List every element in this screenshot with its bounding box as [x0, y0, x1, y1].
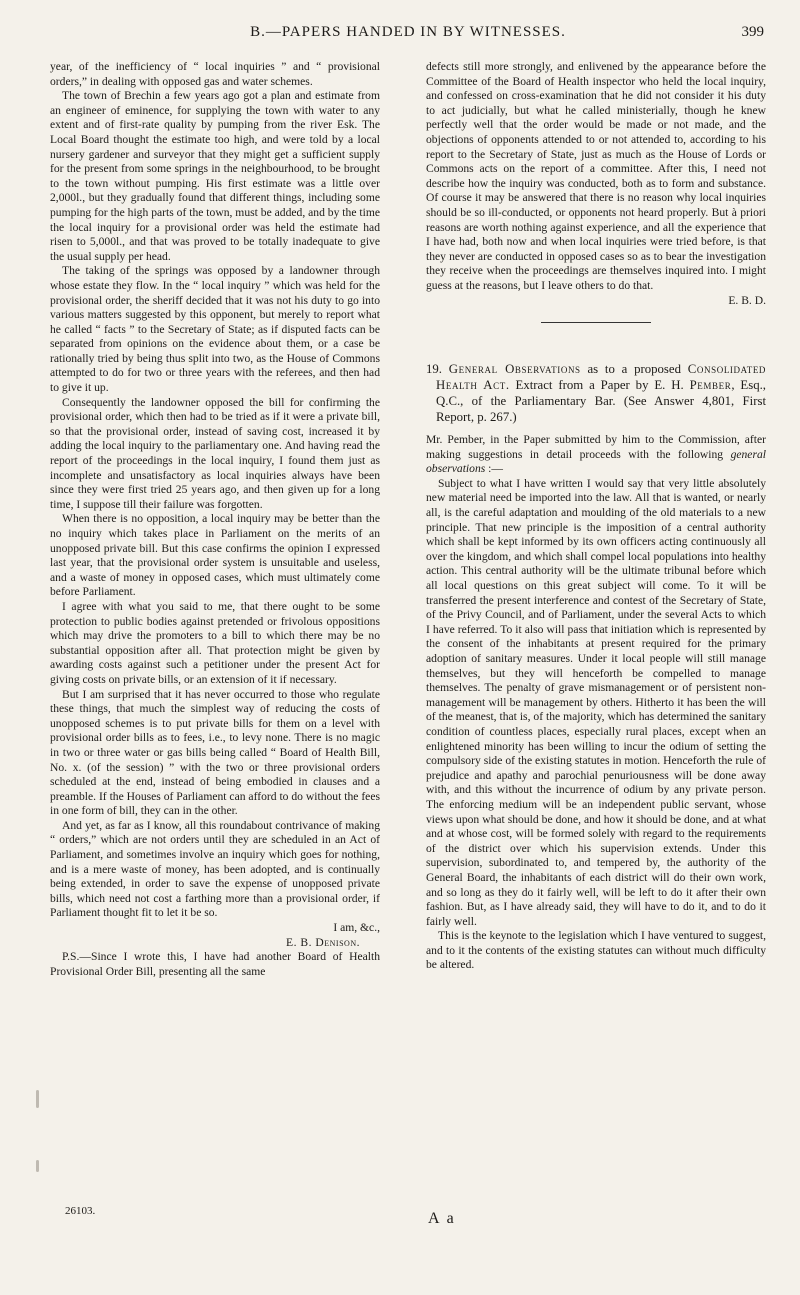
section-title-mid: as to a proposed — [587, 362, 681, 377]
paragraph: Consequently the landowner opposed the bill for confirming the provisional order, which then had to be tried as if it were a private bill, so that the provisional order, instead of saving cost, increased it by adding the local inquiry to the parliamentary one. And having read the report of the proceedings in the local inquiry, I found them just as incomplete and unsatisfactory as local inquiries always have been since they were first tried 25 years ago, and then given up for a long time, I suppose till their failure was forgotten. — [50, 395, 380, 511]
postscript: P.S.—Since I wrote this, I have had another Board of Health Provisional Order Bill, presenting all the same — [50, 950, 380, 978]
page-number: 399 — [741, 24, 764, 40]
right-column — [426, 60, 766, 973]
section-author: Pember — [689, 378, 732, 393]
paragraph: defects still more strongly, and enlivened by the appearance before the Committee of the Board of Health inspector who held the local inquiry, and confessed on cross-examination that he did not consider it his duty to act judicially, but what he called ministerially, though he knew perfectly well that the order would be made or not made, and the objections of opponents attended to or not attended to, according to his report to the Secretary of State, just as much as the House of Lords or Commons acts on the report of a committee. After this, I need not describe how the inquiry was conducted, both as to form and substance. Of course it may be answered that there is no reason why local inquiries should be so ill-conducted, or opponents not heard properly. But à priori reasons are worth nothing against experience, and all the experience that I have had, both now and when local inquiries were tried before, is that they never are conducted in opposed cases so as to bear the investigation they receive when the proceedings are themselves inquired into. I might guess at the reasons, but I leave others to do that. — [426, 60, 766, 292]
page-blemish — [36, 1160, 39, 1172]
section-title-rest: Extract from a Paper by E. H. — [515, 378, 684, 393]
paragraph: The taking of the springs was opposed by a landowner through whose estate they flow. In the “ local inquiry ” which was held for the provisional order, the sheriff decided that it was not his duty to go into various matters suggested by this opponent, but merely to report what he called “ facts ” to the Secretary of State; as if disputed facts can be separated from opinions on the evidence about them, or a case be rationally tried by being thus split into two, as the House of Commons attempted to do for two or three years with the referees, and then had to give it up. — [50, 264, 380, 395]
section-see-ref: (See Answer 4,801, First Report, p. 267.) — [436, 394, 767, 425]
section-number: 19. — [426, 362, 442, 377]
section-heading — [426, 361, 766, 425]
paragraph: I agree with what you said to me, that there ought to be some protection to public bodies against pretended or frivolous oppositions which may drive the promoters to a bill to which there may be no substantial opposition after all. That protection might be given by awarding costs against such a petitioner under the present Act for giving costs on private bills, or an extension of it if necessary. — [50, 599, 380, 686]
lead-text: Mr. Pember, in the Paper submitted by him to the Commission, after making suggestions in detail proceeds with the following — [426, 433, 766, 461]
signature: E. B. Denison. — [285, 935, 360, 949]
section-divider — [541, 322, 651, 323]
page-header — [50, 24, 766, 48]
section-title-start: General Observations — [448, 362, 581, 377]
paragraph: The town of Brechin a few years ago got a plan and estimate from an engineer of eminence, for supplying the town with water to any extent and of first-rate quality by pumping from the river Esk. The Local Board thought the estimate too high, and were told by a local nursery gardener and surveyor that they might get a sufficient supply for the present from some springs in the neighbourhood, to be brought to the town without pumping. His first estimate was a little over 2,000l., but they gradually found that different things, including some pumping for the high parts of the town, must be added, and by the time the local inquiry for a provisional order was held the estimate had risen to 5,000l., and that was proved to be totally inadequate to give the usual supply per head. — [50, 89, 380, 263]
left-column — [50, 60, 380, 979]
initials: E. B. D. — [728, 293, 766, 307]
running-head: B.—PAPERS HANDED IN BY WITNESSES. — [250, 24, 566, 40]
paragraph: This is the keynote to the legislation which I have ventured to suggest, and to it the contents of the existing statutes can without much difficulty be altered. — [426, 929, 766, 972]
signature-mark: A a — [428, 1210, 456, 1227]
lead-end: :— — [488, 462, 503, 476]
paragraph: year, of the inefficiency of “ local inquiries ” and “ provisional orders,” in dealing with opposed gas and water schemes. — [50, 60, 380, 88]
lead-paragraph — [426, 433, 766, 477]
paragraph: When there is no opposition, a local inquiry may be better than the no inquiry which takes place in Parliament on the merits of an unopposed private bill. But this case confirms the opinion I expressed last year, that the provisional order system is unsuitable and useless, and a waste of money in opposed cases, which must ultimately come before Parliament. — [50, 512, 380, 599]
page-blemish — [36, 1090, 39, 1108]
signoff: I am, &c., — [333, 921, 380, 935]
paragraph: And yet, as far as I know, all this roundabout contrivance of making “ orders,” which are not orders until they are scheduled in an Act of Parliament, and sometimes involve an inquiry which goes for nothing, and is a mere waste of money, has been adopted, and is continually being extended, in order to save the expense of unopposed private bills, which need not cost a farthing more than a provisional order, if Parliament thought fit to let it be so. — [50, 818, 380, 920]
paragraph: But I am surprised that it has never occurred to those who regulate these things, that much the simplest way of reducing the costs of unopposed schemes is to put private bills for them on a level with provisional order bills as to fees, i.e., to levy none. There is no magic in two or three water or gas bills being called “ Board of Health Bill, No. x. (of the session) ” with the two or three provisional orders scheduled at the end, instead of being embodied in clauses and a preamble. If the Houses of Parliament can afford to do without the fees in one form of bill, they can in the other. — [50, 687, 380, 818]
section-title-con: Consolidated Health Act. — [436, 362, 767, 393]
paragraph: Subject to what I have written I would say that very little absolutely new material need be imported into the law. All that is wanted, or nearly all, is the careful adaptation and moulding of the old materials to a new principle. That new principle is the imposition of a central authority which shall be kept informed by its own officers acting continuously all over the kingdom, and which shall compel local populations into healthy action. This central authority will be the ultimate tribunal before which all local questions on this great subject will come. To it will be transferred the present interference and contest of the Secretary of State, of the Privy Council, and of Parliament, under the several Acts to which I have referred. To it also will pass that initiation which is represented by the consent of the inhabitants at present required for the primary adoption of sanitary measures. Under it local people will still manage themselves, but they will henceforth be compelled to manage themselves. The penalty of grave mismanagement or of persistent non-management will be management by others. Hitherto it has been the will of the meanest, that is, of the majority, which has determined the sanitary condition of countless places, especially rural places, except when an enlightened minority has been willing to incur the odium of setting the compulsory side of the existing statutes in motion. Henceforth the rule of prejudice and apathy and parochial penuriousness will be done away with, and this without the incurrence of odium by any private person. The enforcing medium will be an independent public servant, whose views upon what should be done, and how it should be done, and at what and at whose cost, will be formed solely with regard to the requirements of the district over which his supervision extends. Under this supervision, subordinated to, and tempered by, the authority of the General Board, the inhabitants of each district will do their own work, and so long as they do it fairly well, will be left to do it after their own fashion. But, as I have already said, they will have to do it, and to do it fairly well. — [426, 476, 766, 928]
section-author-rest: , Esq., Q.C., of the Parliamentary Bar. — [436, 378, 767, 409]
print-number: 26103. — [65, 1205, 96, 1217]
lead-italic: general observations — [426, 447, 766, 476]
